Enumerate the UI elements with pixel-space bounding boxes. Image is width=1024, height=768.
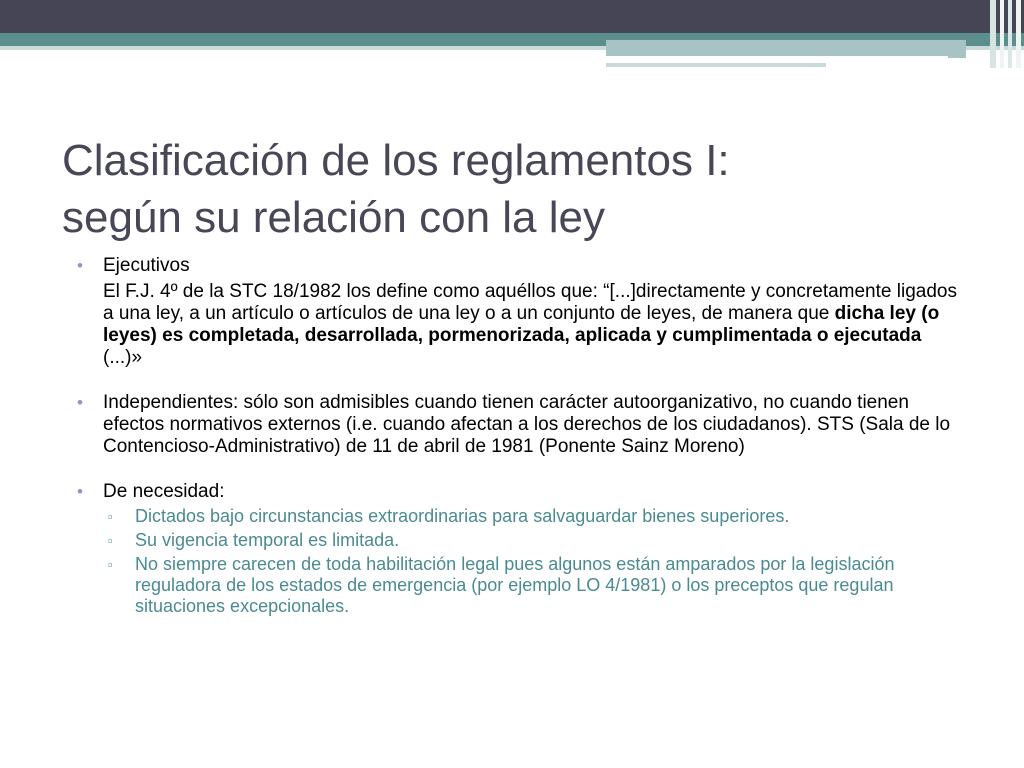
square-bullet-icon: ▫ [108, 533, 113, 548]
slide-title-line-1: Clasificación de los reglamentos I: [62, 136, 730, 185]
header-deco-line [606, 56, 948, 59]
sub-item-text: No siempre carecen de toda habilitación legal pues algunos están amparados por la legislación reguladora de los estados de emergencia (por ejemplo LO 4/1981) o los preceptos que regulan situaciones excepcionales. [135, 554, 895, 616]
sub-item [0, 530, 965, 551]
header-bar-dark [0, 0, 1024, 33]
ejecutivos-text: El F.J. 4º de la STC 18/1982 los define como aquéllos que: “[...]directamente y concretamente ligados a una ley, a un artículo o artículos de una ley o a un conjunto de leyes, de manera que [103, 281, 957, 324]
header-deco-stripe [990, 0, 996, 68]
header-deco-line-2 [606, 63, 826, 67]
sub-item [0, 554, 965, 617]
sub-item [0, 506, 965, 527]
header-deco-stripe [1008, 0, 1012, 68]
sub-item-text: Dictados bajo circunstancias extraordinarias para salvaguardar bienes superiores. [135, 506, 790, 526]
bullet-icon: • [77, 482, 83, 501]
slide-title-line-2: según su relación con la ley [62, 193, 605, 242]
bullet-label: De necesidad: [103, 481, 225, 502]
bullet-icon: • [77, 393, 83, 412]
ejecutivos-text-bold: dicha ley (o leyes) es completada, desarrollada, pormenorizada, aplicada y cumplimentada o ejecutada [103, 303, 940, 346]
bullet-necesidad [0, 481, 963, 503]
header-deco-stripe [1000, 0, 1004, 68]
ejecutivos-paragraph [0, 281, 963, 369]
slide-title [62, 132, 962, 246]
bullet-icon: • [77, 256, 83, 275]
bullet-ejecutivos [0, 255, 963, 277]
slide-body [0, 255, 1024, 620]
independientes-text: Independientes: sólo son admisibles cuando tienen carácter autoorganizativo, no cuando tienen efectos normativos externos (i.e. cuando afectan a los derechos de los ciudadanos). STS (Sala de lo Contencioso-Administrativo) de 11 de abril de 1981 (Ponente Sainz Moreno) [103, 392, 951, 457]
bullet-independientes [0, 392, 963, 458]
ejecutivos-text-end: (...)» [103, 347, 143, 368]
square-bullet-icon: ▫ [108, 509, 113, 524]
bullet-label: Ejecutivos [103, 255, 190, 276]
header-deco-stripe [1016, 0, 1021, 68]
sub-item-text: Su vigencia temporal es limitada. [135, 530, 400, 550]
square-bullet-icon: ▫ [108, 557, 113, 572]
